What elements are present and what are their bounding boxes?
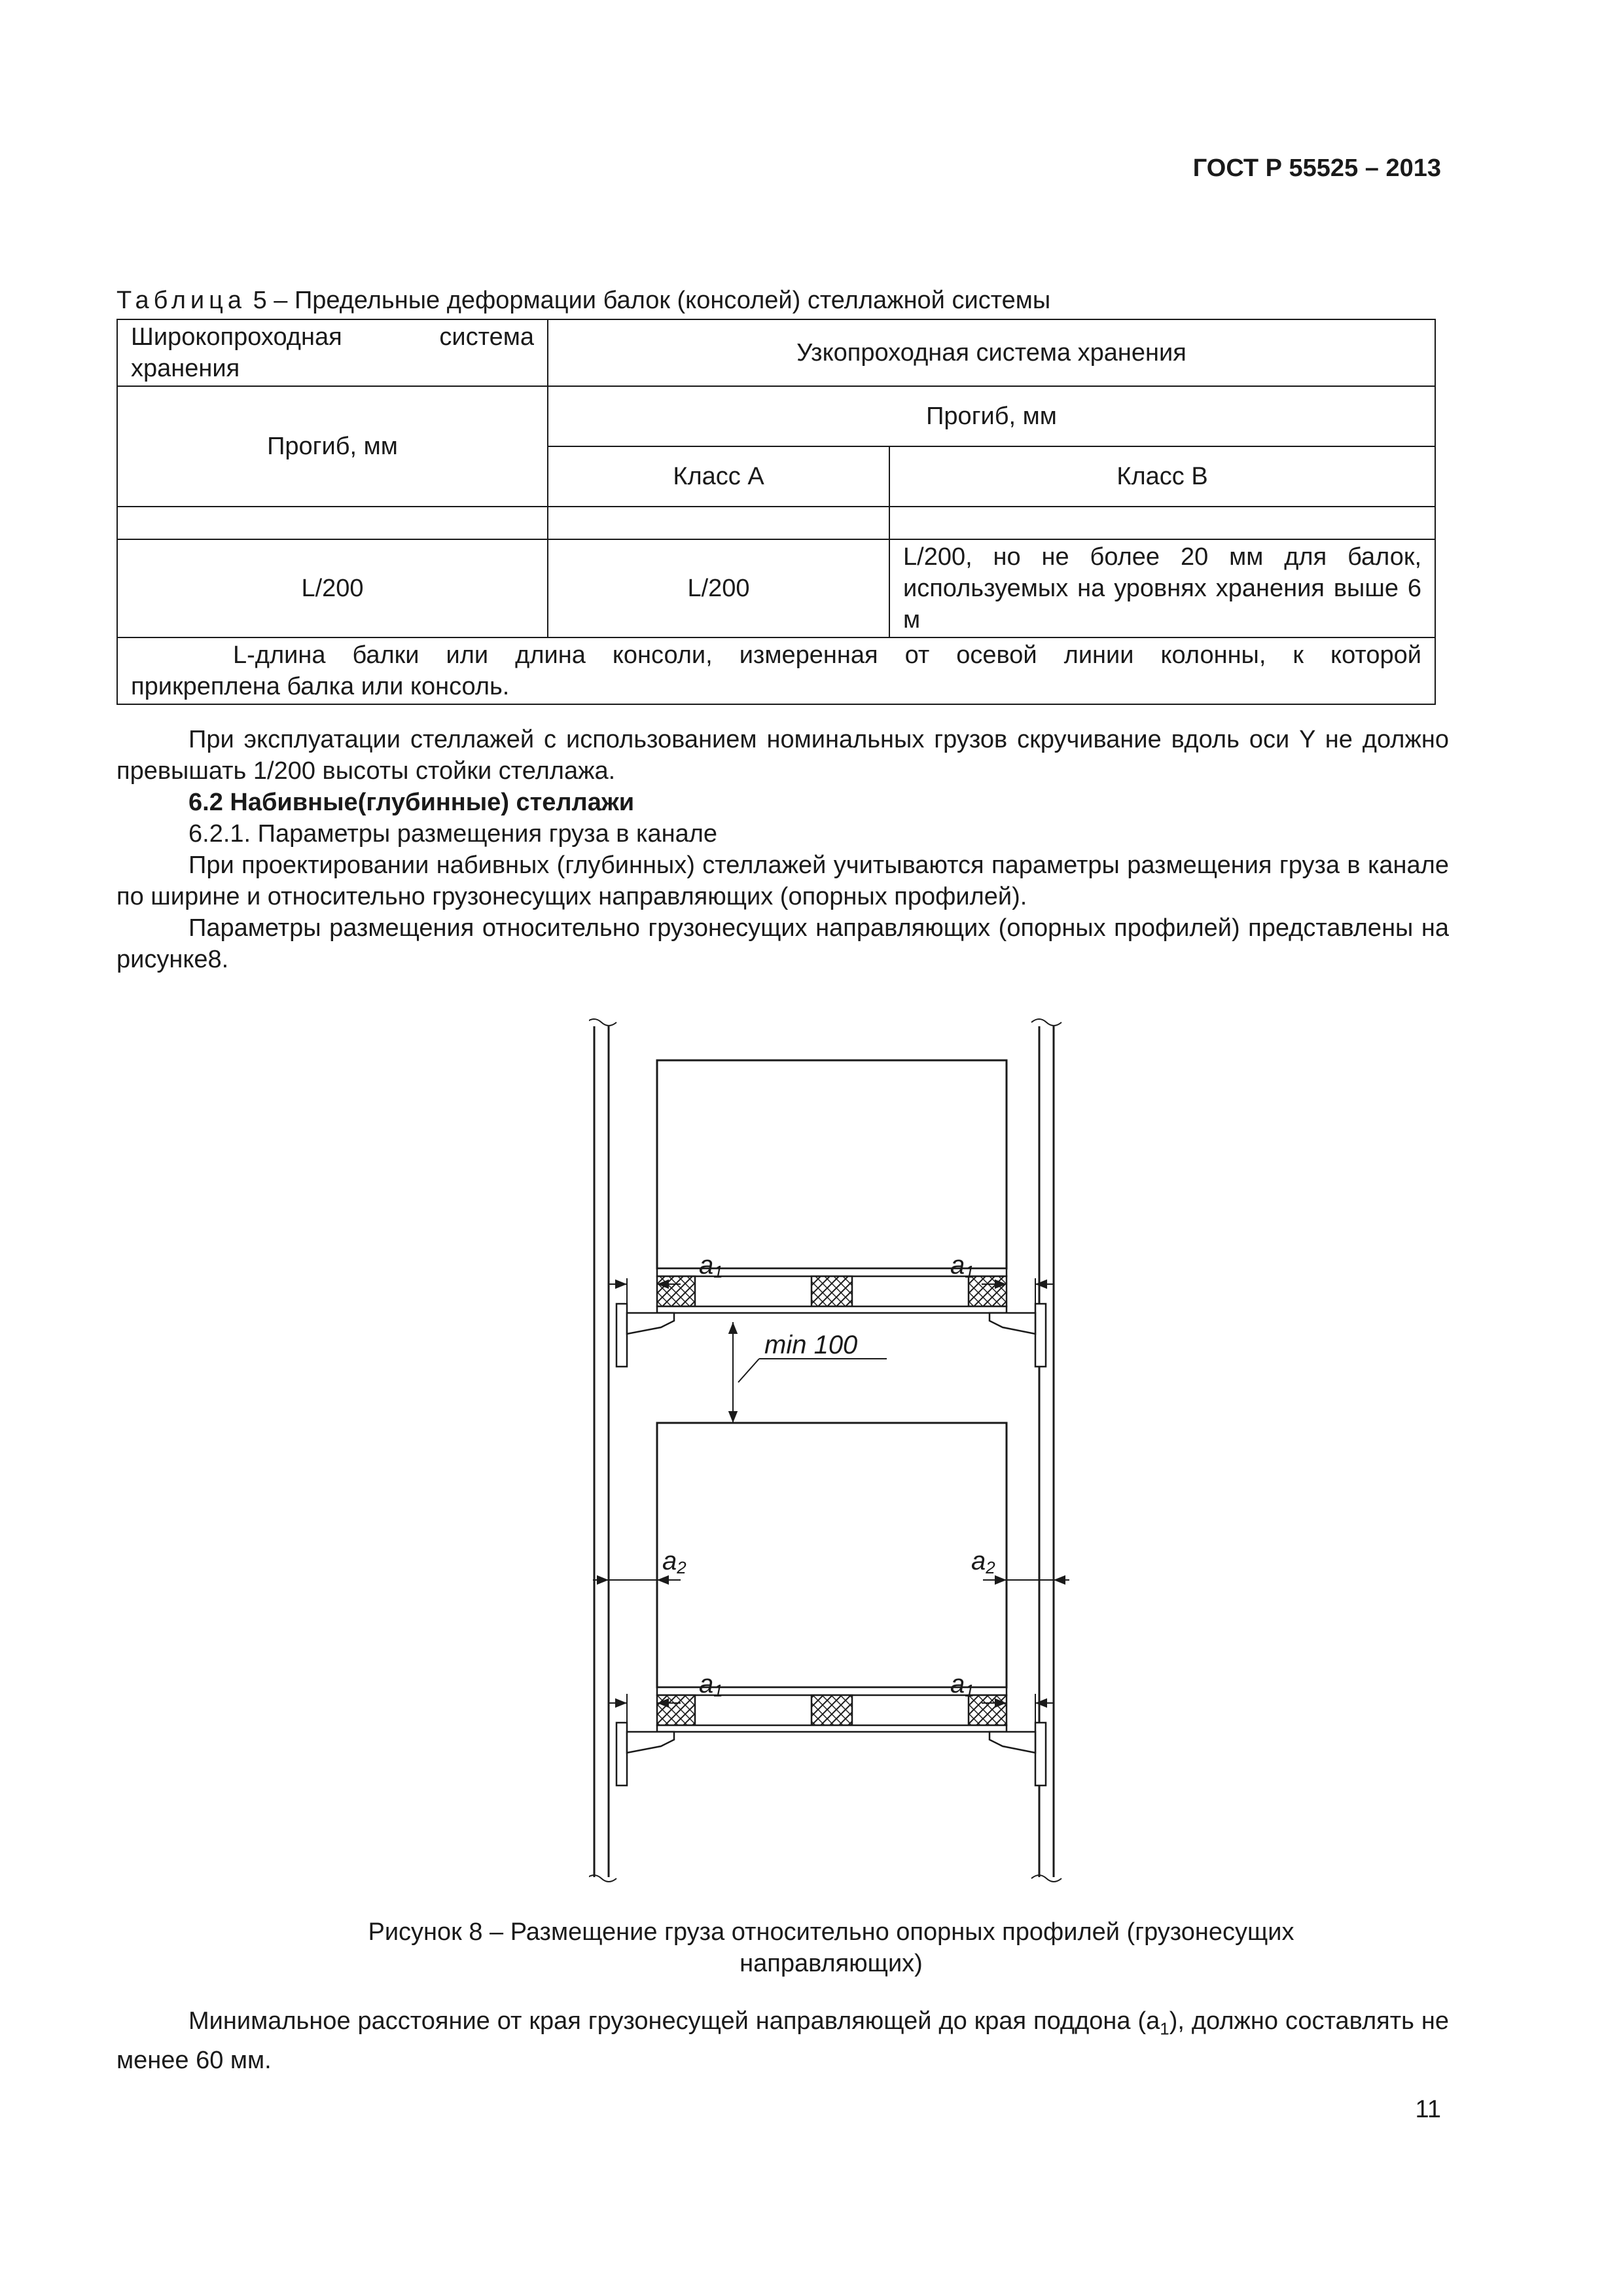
label-a2-right-sub: 2 [986, 1558, 995, 1577]
upper-load-level [609, 1060, 1054, 1367]
table-caption-number: 5 [253, 287, 267, 314]
subsection-title: 6.2.1. Параметры размещения груза в канале [188, 820, 718, 848]
table-cell-wide-value: L/200 [117, 539, 548, 637]
paragraph-design: При проектировании набивных (глубинных) стеллажей учитываются параметры размещения груза в канале по ширине и относительно грузонесущих направляющих (опорных профилей). [116, 852, 1449, 910]
figure-caption-line2: направляющих) [740, 1950, 923, 1977]
table-subheader-deflection-wide: Прогиб, мм [117, 386, 548, 507]
table-cell-class-b-value: L/200, но не более 20 мм для балок, используемых на уровнях хранения выше 6 м [889, 539, 1435, 637]
left-upright [589, 1019, 616, 1882]
closing-text-after: ), должно составлять не менее 60 мм. [116, 2007, 1449, 2074]
figure-caption-line1: Рисунок 8 – Размещение груза относительно опорных профилей (грузонесущих [368, 1918, 1294, 1946]
paragraph-torsion: При эксплуатации стеллажей с использованием номинальных грузов скручивание вдоль оси Y не должно превышать 1/200 высоты стойки стеллажа. [116, 726, 1449, 785]
table-header-wide-aisle-line2: хранения [131, 355, 240, 382]
label-a1-lower-left-sub: 1 [713, 1681, 723, 1700]
closing-subscript: 1 [1160, 2018, 1169, 2039]
label-a2-left-sub: 2 [677, 1558, 687, 1577]
table-header-wide-aisle [117, 319, 548, 386]
table-empty-cell [889, 507, 1435, 539]
label-a2-right: a [971, 1547, 986, 1575]
table-header-narrow-aisle: Узкопроходная система хранения [548, 319, 1435, 386]
label-a1-left-sub: 1 [713, 1262, 723, 1282]
table-header-class-a: Класс A [548, 446, 889, 507]
table-caption-label: Таблица [116, 287, 246, 314]
table-empty-cell [117, 507, 548, 539]
table-caption [116, 287, 1050, 315]
table-header-wide-aisle-line1: Широкопроходная система [131, 323, 534, 351]
min-clearance-dimension [733, 1322, 887, 1423]
table-note-line2: прикреплена балка или консоль. [131, 673, 510, 700]
paragraph-reference: Параметры размещения относительно грузонесущих направляющих (опорных профилей) представлены на рисунке8. [116, 914, 1449, 973]
figure-8-drawing [589, 1013, 1073, 1890]
page-number: 11 [1415, 2096, 1441, 2123]
label-a1-right: a [950, 1251, 965, 1280]
table-subheader-deflection-narrow: Прогиб, мм [548, 386, 1435, 446]
label-a2-left: a [662, 1547, 677, 1575]
lower-load-level [609, 1423, 1054, 1785]
label-a1-lower-right-sub: 1 [965, 1681, 974, 1700]
document-header: ГОСТ Р 55525 – 2013 [1192, 154, 1441, 182]
table-note [117, 637, 1435, 704]
body-text [116, 724, 1449, 975]
label-a1-left: a [699, 1251, 714, 1280]
table-note-line1: L-длина балки или длина консоли, измеренная от осевой линии колонны, к которой [233, 641, 1422, 669]
table-empty-cell [548, 507, 889, 539]
section-title: 6.2 Набивные(глубинные) стеллажи [188, 789, 635, 816]
deformation-table [116, 319, 1436, 705]
label-a1-right-sub: 1 [965, 1262, 974, 1282]
label-a1-lower-right: a [950, 1670, 965, 1698]
closing-paragraph [116, 2005, 1449, 2076]
table-cell-class-a-value: L/200 [548, 539, 889, 637]
closing-text-before: Минимальное расстояние от края грузонесущей направляющей до края поддона (a [188, 2007, 1160, 2035]
table-caption-text: – Предельные деформации балок (консолей) стеллажной системы [274, 287, 1051, 314]
label-min-100: min 100 [764, 1331, 858, 1359]
label-a1-lower-left: a [699, 1670, 714, 1698]
table-header-class-b: Класс B [889, 446, 1435, 507]
figure-caption [236, 1916, 1427, 1979]
